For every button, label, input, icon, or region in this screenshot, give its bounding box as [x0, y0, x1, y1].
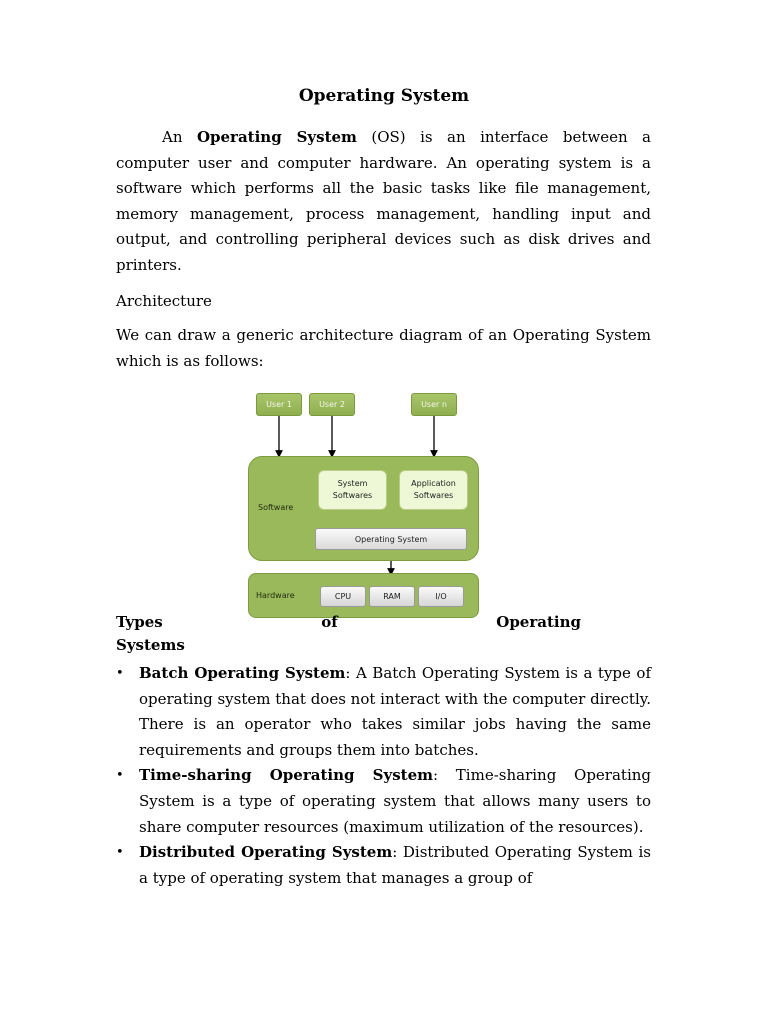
list-item-term: Time-sharing Operating System	[139, 766, 434, 785]
intro-lead: An	[162, 128, 197, 146]
diagram-user-1: User 1	[256, 393, 302, 416]
page-title: Operating System	[298, 86, 470, 106]
list-item-text: : Time-sharing Operating System is a type of operating system that allows many users to share computer resources (maximum utilization of the resources).	[139, 766, 651, 836]
diagram-hardware-label: Hardware	[256, 591, 295, 600]
intro-paragraph	[116, 125, 651, 279]
types-list	[116, 661, 651, 891]
diagram-system-softwares: System Softwares	[318, 470, 387, 510]
architecture-diagram	[246, 392, 482, 620]
diagram-ram: RAM	[369, 586, 415, 607]
intro-rest: (OS) is an interface between a computer user and computer hardware. An operating system is a software which performs all the basic tasks like file management, memory management, process management, handling input and output, and controlling peripheral devices such as disk drives and printers.	[116, 128, 651, 274]
diagram-application-softwares: Application Softwares	[399, 470, 468, 510]
diagram-operating-system: Operating System	[315, 528, 467, 550]
types-heading	[116, 610, 581, 636]
list-item	[116, 840, 651, 891]
diagram-io: I/O	[418, 586, 464, 607]
types-heading-word-1: Types	[116, 613, 163, 631]
list-item-term: Batch Operating System	[139, 664, 346, 682]
list-item	[116, 661, 651, 763]
types-heading-word-3: Operating	[496, 613, 581, 631]
intro-term: Operating System	[196, 128, 357, 146]
types-heading-word-2: of	[321, 613, 338, 631]
architecture-heading: Architecture	[116, 292, 212, 310]
diagram-user-2: User 2	[309, 393, 355, 416]
architecture-paragraph: We can draw a generic architecture diagram of an Operating System which is as follows:	[116, 326, 651, 370]
list-item-term: Distributed Operating System	[139, 843, 393, 862]
list-item-text: : A Batch Operating System is a type of operating system that does not interact with the computer directly. There is an operator who takes similar jobs having the same requirements and groups them into batches.	[139, 664, 651, 759]
diagram-cpu: CPU	[320, 586, 366, 607]
list-item-text: : Distributed Operating System is a type of operating system that manages a group of	[139, 843, 651, 887]
diagram-user-n: User n	[411, 393, 457, 416]
diagram-software-label: Software	[258, 503, 294, 512]
list-item	[116, 763, 651, 840]
types-heading-last: Systems	[116, 636, 185, 654]
